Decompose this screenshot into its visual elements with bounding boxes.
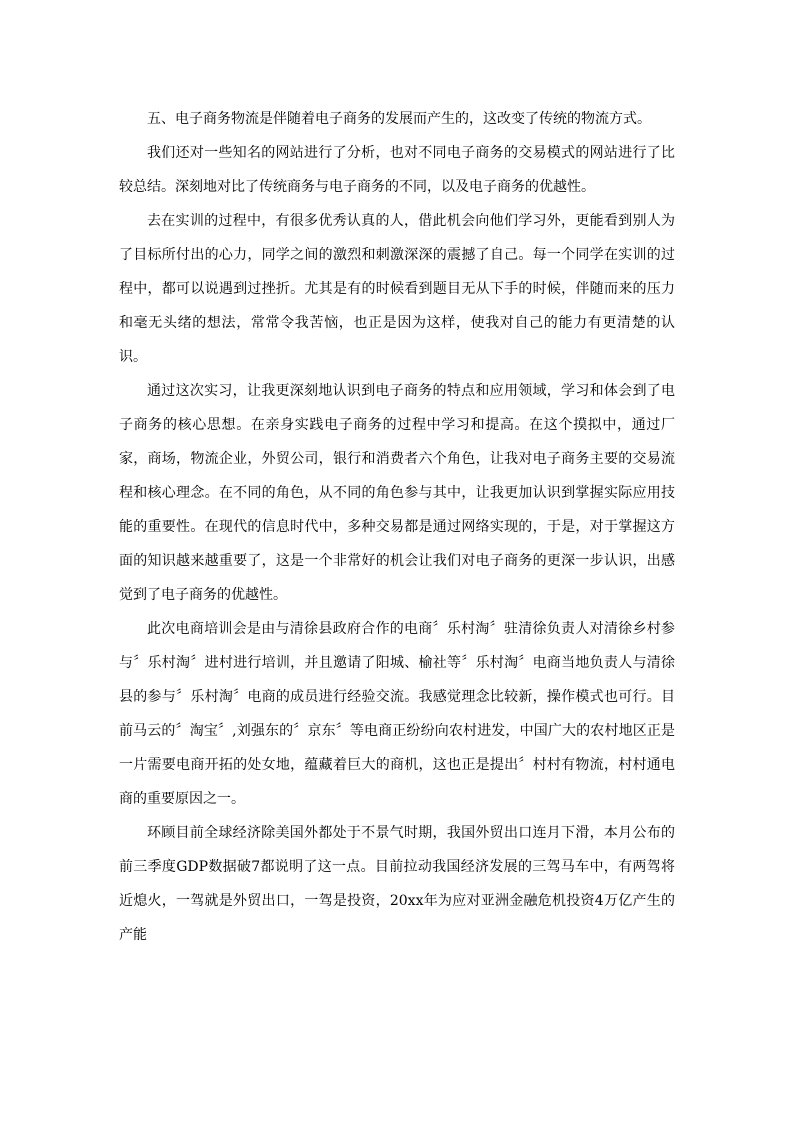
document-body (119, 102, 675, 952)
paragraph-economy: 环顾目前全球经济除美国外都处于不景气时期，我国外贸出口连月下滑，本月公布的前三季度GDP数据破7都说明了这一点。目前拉动我国经济发展的三驾马车中，有两驾将近熄火，一驾就是外贸出口，一驾是投资，20xx年为应对亚洲金融危机投资4万亿产生的产能 (119, 825, 675, 943)
paragraph-logistics: 五、电子商务物流是伴随着电子商务的发展而产生的，这改变了传统的物流方式。 (147, 111, 651, 127)
paragraph-training-reflection: 去在实训的过程中，有很多优秀认真的人，借此机会向他们学习外，更能看到别人为了目标所付出的心力，同学之间的激烈和刺激深深的震撼了自己。每一个同学在实训的过程中，都可以说遇到过挫折。尤其是有的时候看到题目无从下手的时候，伴随而来的压力和毫无头绪的想法，常常令我苦恼，也正是因为这样，使我对自己的能力有更清楚的认识。 (119, 213, 675, 365)
paragraph-internship-summary: 通过这次实习，让我更深刻地认识到电子商务的特点和应用领域，学习和体会到了电子商务的核心思想。在亲身实践电子商务的过程中学习和提高。在这个摸拟中，通过厂家，商场，物流企业，外贸公司，银行和消费者六个角色，让我对电子商务主要的交易流程和核心理念。在不同的角色，从不同的角色参与其中，让我更加认识到掌握实际应用技能的重要性。在现代的信息时代中，多种交易都是通过网络实现的，于是，对于掌握这方面的知识越来越重要了，这是一个非常好的机会让我们对电子商务的更深一步认识，出感觉到了电子商务的优越性。 (119, 383, 675, 603)
paragraph-ecommerce-training: 此次电商培训会是由与清徐县政府合作的电商〞乐村淘〞驻清徐负责人对清徐乡村参与〞乐村淘〞进村进行培训，并且邀请了阳城、榆社等〞乐村淘〞电商当地负责人与清徐县的参与〞乐村淘〞电商的成员进行经验交流。我感觉理念比较新，操作模式也可行。目前马云的〞淘宝〞,刘强东的〞京东〞等电商正纷纷向农村进发，中国广大的农村地区正是一片需要电商开拓的处女地，蕴藏着巨大的商机，这也正是提出〞村村有物流，村村通电商的重要原因之一。 (119, 621, 675, 807)
paragraph-website-analysis: 我们还对一些知名的网站进行了分析，也对不同电子商务的交易模式的网站进行了比较总结。深刻地对比了传统商务与电子商务的不同，以及电子商务的优越性。 (119, 145, 675, 195)
